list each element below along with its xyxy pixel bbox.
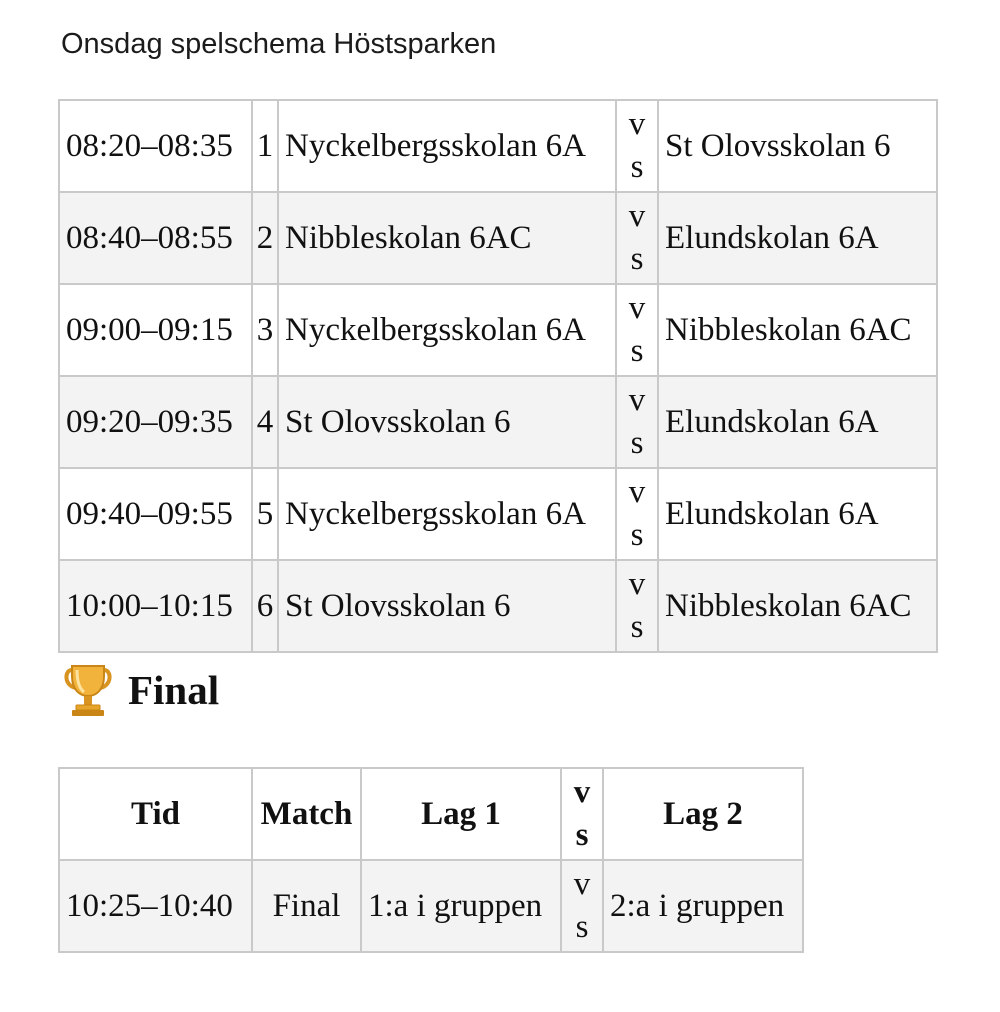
team1-cell: Nyckelbergsskolan 6A bbox=[278, 100, 616, 192]
team2-cell: Elundskolan 6A bbox=[658, 376, 937, 468]
vs-cell: vs bbox=[616, 468, 658, 560]
match-number-cell: 4 bbox=[252, 376, 278, 468]
vs-cell: vs bbox=[616, 560, 658, 652]
time-cell: 09:40–09:55 bbox=[59, 468, 252, 560]
column-header-team1: Lag 1 bbox=[361, 768, 561, 860]
team2-cell: Elundskolan 6A bbox=[658, 192, 937, 284]
match-number-cell: 3 bbox=[252, 284, 278, 376]
table-row bbox=[59, 100, 937, 192]
vs-cell: vs bbox=[616, 376, 658, 468]
final-heading-label: Final bbox=[128, 667, 220, 713]
final-heading bbox=[62, 660, 219, 720]
header-row bbox=[59, 768, 803, 860]
vs-cell: vs bbox=[616, 100, 658, 192]
column-header-time: Tid bbox=[59, 768, 252, 860]
vs-cell: vs bbox=[616, 284, 658, 376]
time-cell: 09:20–09:35 bbox=[59, 376, 252, 468]
match-number-cell: 2 bbox=[252, 192, 278, 284]
team1-cell: 1:a i gruppen bbox=[361, 860, 561, 952]
team2-cell: Nibbleskolan 6AC bbox=[658, 560, 937, 652]
table-row bbox=[59, 376, 937, 468]
column-header-match: Match bbox=[252, 768, 361, 860]
page-heading: Onsdag spelschema Höstsparken bbox=[61, 28, 497, 60]
team1-cell: Nyckelbergsskolan 6A bbox=[278, 468, 616, 560]
team1-cell: Nyckelbergsskolan 6A bbox=[278, 284, 616, 376]
match-number-cell: 1 bbox=[252, 100, 278, 192]
time-cell: 09:00–09:15 bbox=[59, 284, 252, 376]
match-cell: Final bbox=[252, 860, 361, 952]
team2-cell: St Olovsskolan 6 bbox=[658, 100, 937, 192]
time-cell: 08:40–08:55 bbox=[59, 192, 252, 284]
team1-cell: St Olovsskolan 6 bbox=[278, 376, 616, 468]
final-table bbox=[58, 767, 804, 953]
match-number-cell: 5 bbox=[252, 468, 278, 560]
group-schedule-table bbox=[58, 99, 938, 653]
time-cell: 10:00–10:15 bbox=[59, 560, 252, 652]
column-header-team2: Lag 2 bbox=[603, 768, 803, 860]
vs-cell: vs bbox=[616, 192, 658, 284]
team1-cell: Nibbleskolan 6AC bbox=[278, 192, 616, 284]
time-cell: 10:25–10:40 bbox=[59, 860, 252, 952]
vs-cell: vs bbox=[561, 860, 603, 952]
time-cell: 08:20–08:35 bbox=[59, 100, 252, 192]
table-row bbox=[59, 192, 937, 284]
team2-cell: Nibbleskolan 6AC bbox=[658, 284, 937, 376]
table-row bbox=[59, 468, 937, 560]
match-number-cell: 6 bbox=[252, 560, 278, 652]
table-row bbox=[59, 860, 803, 952]
table-row bbox=[59, 560, 937, 652]
team1-cell: St Olovsskolan 6 bbox=[278, 560, 616, 652]
trophy-icon bbox=[62, 662, 114, 718]
table-row bbox=[59, 284, 937, 376]
column-header-vs: vs bbox=[561, 768, 603, 860]
team2-cell: Elundskolan 6A bbox=[658, 468, 937, 560]
team2-cell: 2:a i gruppen bbox=[603, 860, 803, 952]
